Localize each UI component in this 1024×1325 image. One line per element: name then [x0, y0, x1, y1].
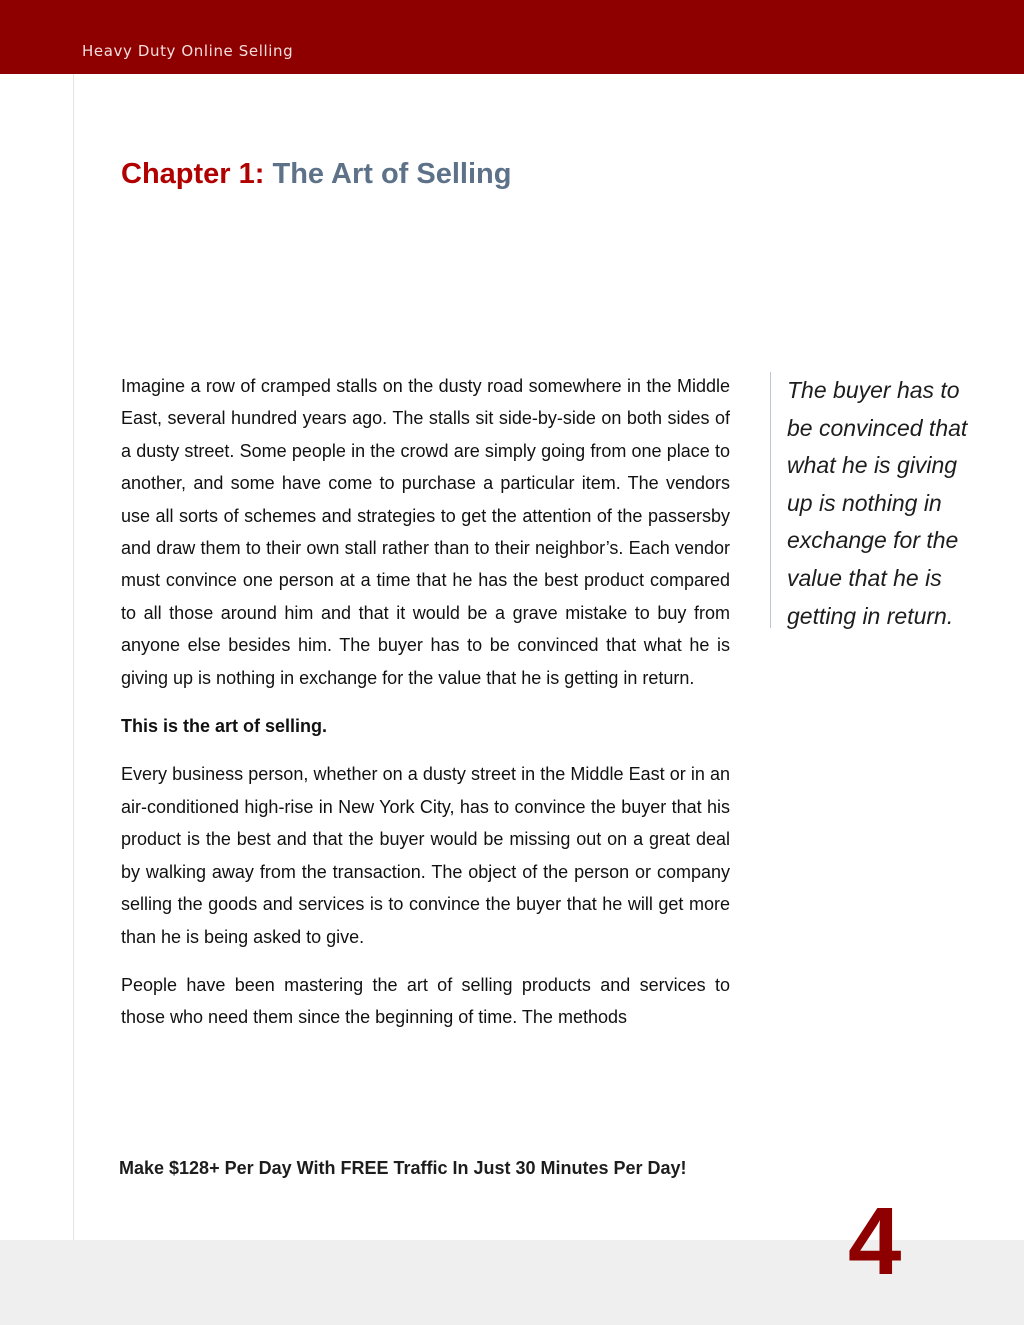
- promo-link[interactable]: Make $128+ Per Day With FREE Traffic In Just 30 Minutes Per Day!: [119, 1158, 687, 1178]
- paragraph: Imagine a row of cramped stalls on the dusty road somewhere in the Middle East, several hundred years ago. The stalls sit side-by-side on both sides of a dusty street. Some people in the crowd are simply going from one place to another, and some have come to purchase a particular item. The vendors use all sorts of schemes and strategies to get the attention of the passersby and draw them to their own stall rather than to their neighbor’s. Each vendor must convince one person at a time that he has the best product compared to all those around him and that it would be a grave mistake to buy from anyone else besides him. The buyer has to be convinced that what he is giving up is nothing in exchange for the value that he is getting in return.: [121, 376, 730, 688]
- page-number: 4: [848, 1188, 902, 1295]
- emphasis-paragraph: This is the art of selling.: [121, 716, 328, 737]
- margin-rule: [73, 74, 74, 1240]
- pullquote: The buyer has to be convinced that what he is giving up is nothing in exchange for the value that he is getting in return.: [787, 377, 968, 629]
- paragraph: People have been mastering the art of selling products and services to those who need them since the beginning of time. The methods: [121, 974, 730, 1028]
- chapter-name: The Art of Selling: [272, 158, 512, 190]
- pullquote-rule: [770, 372, 771, 628]
- page-header: [0, 0, 1024, 74]
- paragraph: Every business person, whether on a dusty street in the Middle East or in an air-conditioned high-rise in New York City, has to convince the buyer that his product is the best and that the buyer would be missing out on a great deal by walking away from the transaction. The object of the person or company selling the goods and services is to convince the buyer that he will get more than he is being asked to give.: [121, 764, 730, 947]
- body-text: [121, 370, 730, 1050]
- book-title: Heavy Duty Online Selling: [82, 42, 294, 60]
- chapter-heading: [121, 158, 511, 191]
- chapter-label: Chapter 1:: [121, 158, 265, 190]
